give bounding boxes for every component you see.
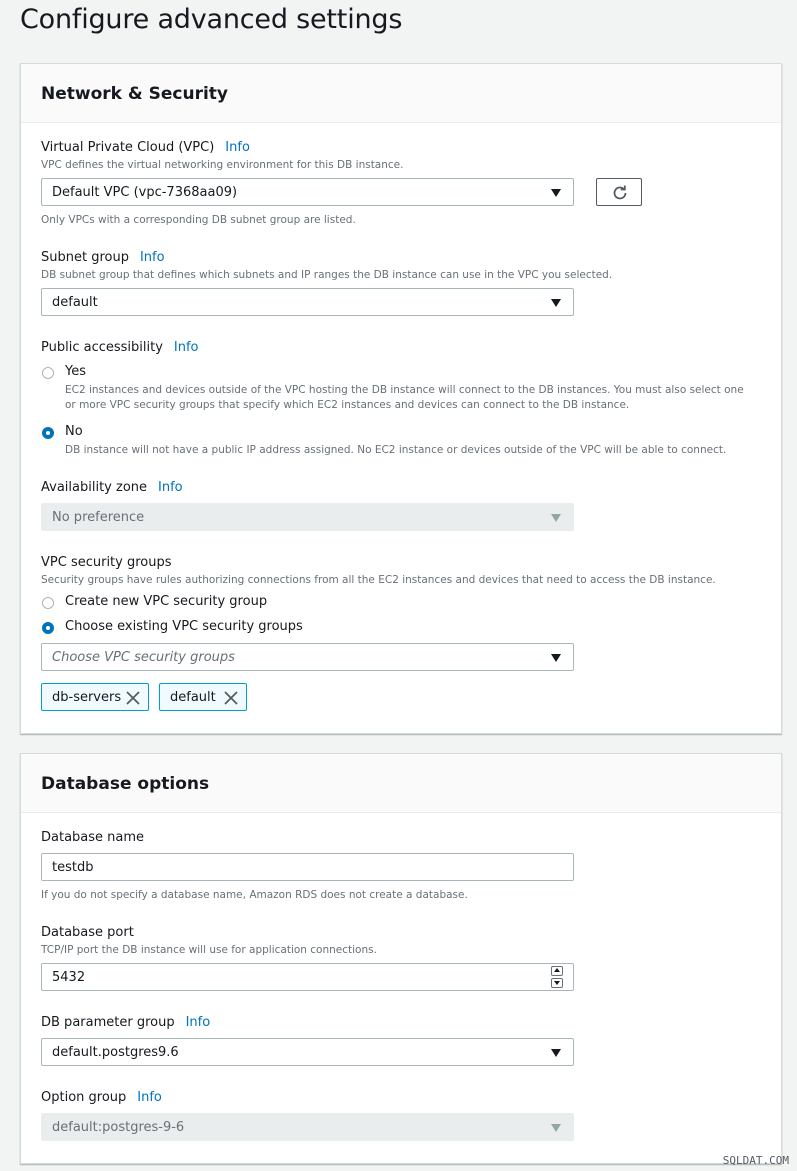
sg-create-label[interactable]: Create new VPC security group [65,594,268,609]
remove-token-icon[interactable] [125,690,141,706]
network-security-title: Network & Security [41,84,228,104]
sg-choose-label[interactable]: Choose existing VPC security groups [65,619,303,634]
database-options-panel [20,753,782,1164]
public-yes-label[interactable]: Yes [65,364,86,379]
public-no-label[interactable]: No [65,424,83,439]
public-yes-description-1: EC2 instances and devices outside of the VPC hosting the DB instance will connect to the DB instances. You must also select one [65,384,744,396]
public-no-description: DB instance will not have a public IP address assigned. No EC2 instance or devices outside of the VPC will be able to connect. [65,444,727,456]
subnet-info-link[interactable]: Info [139,250,165,265]
sg-token-label: default [170,690,216,705]
stepper-up-icon[interactable] [551,966,563,976]
db-port-description: TCP/IP port the DB instance will use for application connections. [41,944,377,956]
param-group-select[interactable] [41,1038,574,1066]
option-group-label [41,1090,162,1105]
port-stepper[interactable] [551,966,563,988]
caret-down-icon [551,189,561,197]
option-group-select [41,1113,574,1141]
refresh-icon [611,184,629,202]
db-name-hint: If you do not specify a database name, Amazon RDS does not create a database. [41,889,468,901]
sg-label: VPC security groups [41,555,172,570]
subnet-label-text: Subnet group [41,250,129,265]
stepper-down-icon[interactable] [551,978,563,988]
sg-choose-radio[interactable] [42,622,54,634]
az-label [41,480,183,495]
option-group-info-link[interactable]: Info [137,1090,162,1105]
vpc-info-link[interactable]: Info [225,140,250,155]
vpc-hint: Only VPCs with a corresponding DB subnet group are listed. [41,214,356,226]
sg-token [41,683,149,711]
page-title: Configure advanced settings [20,4,403,35]
sg-create-radio[interactable] [42,597,54,609]
panel-header [21,64,781,123]
az-select [41,503,574,531]
param-group-label-text: DB parameter group [41,1015,175,1030]
db-port-input[interactable] [41,963,574,991]
subnet-description: DB subnet group that defines which subnets and IP ranges the DB instance can use in the VPC you selected. [41,269,613,281]
az-select-value: No preference [52,510,145,525]
sg-select-placeholder: Choose VPC security groups [52,650,235,665]
public-access-label [41,340,199,355]
public-access-info-link[interactable]: Info [173,340,199,355]
caret-down-icon [551,299,561,307]
sg-select[interactable] [41,643,574,671]
network-security-panel [20,63,782,734]
caret-down-icon [551,514,561,522]
subnet-select-value: default [52,295,98,310]
vpc-description: VPC defines the virtual networking environment for this DB instance. [41,159,404,171]
public-no-radio[interactable] [42,427,54,439]
param-group-label [41,1015,210,1030]
vpc-label-text: Virtual Private Cloud (VPC) [41,140,215,155]
az-info-link[interactable]: Info [158,480,183,495]
subnet-select[interactable] [41,288,574,316]
db-name-value: testdb [52,860,94,875]
az-label-text: Availability zone [41,480,148,495]
option-group-label-text: Option group [41,1090,127,1105]
panel-header [21,754,781,813]
caret-down-icon [551,1124,561,1132]
param-group-info-link[interactable]: Info [185,1015,211,1030]
caret-down-icon [551,654,561,662]
vpc-select-value: Default VPC (vpc-7368aa09) [52,185,238,200]
public-yes-description-2: or more VPC security groups that specify which EC2 instances and devices can connect to the DB instance. [65,399,630,411]
watermark: SQLDAT.COM [722,1154,789,1167]
database-options-title: Database options [41,774,210,794]
db-name-input[interactable] [41,853,574,881]
public-yes-radio[interactable] [42,367,54,379]
vpc-label [41,140,250,155]
public-access-label-text: Public accessibility [41,340,163,355]
option-group-value: default:postgres-9-6 [52,1120,185,1135]
sg-token-label: db-servers [52,690,122,705]
sg-description: Security groups have rules authorizing connections from all the EC2 instances and devices that need to access the DB instance. [41,574,716,586]
param-group-value: default.postgres9.6 [52,1045,179,1060]
vpc-select[interactable] [41,178,574,206]
db-port-value: 5432 [52,970,86,985]
refresh-button[interactable] [596,178,642,206]
db-name-label: Database name [41,830,145,845]
db-port-label: Database port [41,925,134,940]
remove-token-icon[interactable] [223,690,239,706]
subnet-label [41,250,165,265]
sg-token [159,683,247,711]
caret-down-icon [551,1049,561,1057]
